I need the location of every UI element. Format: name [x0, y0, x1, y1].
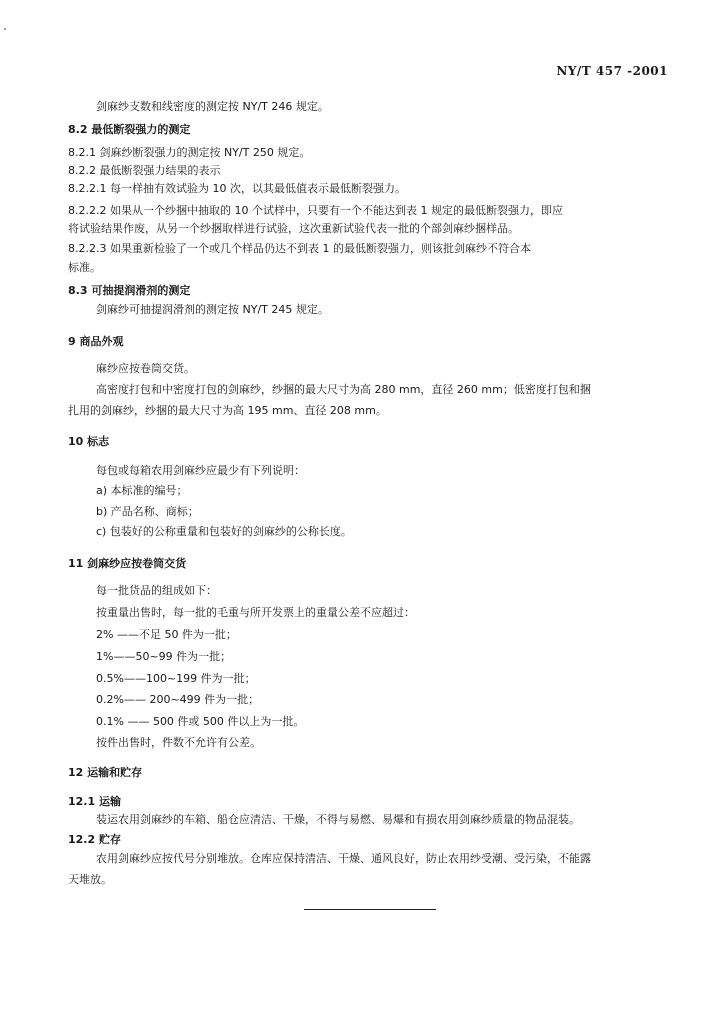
standard-code-header: NY/T 457 -2001: [556, 64, 668, 78]
section-heading-9: 9 商品外观: [68, 335, 124, 348]
body-text-cont: 天堆放。: [68, 873, 112, 886]
tolerance-item: 0.2%—— 200~499 件为一批；: [96, 693, 260, 706]
body-text: 高密度打包和中密度打包的剑麻纱，纱捆的最大尺寸为高 280 mm，直径 260 mm；低密度打包和捆: [96, 383, 591, 396]
clause-8-2-2-3-cont: 标准。: [68, 261, 101, 274]
body-text: 麻纱应按卷筒交货。: [96, 362, 195, 375]
list-item-c: c) 包装好的公称重量和包装好的剑麻纱的公称长度。: [96, 525, 352, 538]
clause-8-2-1: 8.2.1 剑麻纱断裂强力的测定按 NY/T 250 规定。: [68, 146, 311, 159]
body-text: 剑麻纱支数和线密度的测定按 NY/T 246 规定。: [96, 100, 329, 113]
scan-speck: [4, 28, 6, 30]
section-heading-8-3: 8.3 可抽提润滑剂的测定: [68, 284, 191, 297]
clause-8-2-2-3: 8.2.2.3 如果重新检验了一个或几个样品仍达不到表 1 的最低断裂强力，则该批剑麻纱不符合本: [68, 242, 531, 255]
section-heading-8-2: 8.2 最低断裂强力的测定: [68, 123, 191, 136]
section-heading-11: 11 剑麻纱应按卷筒交货: [68, 557, 187, 570]
clause-8-2-2-1: 8.2.2.1 每一样抽有效试验为 10 次，以其最低值表示最低断裂强力。: [68, 182, 406, 195]
section-heading-12: 12 运输和贮存: [68, 766, 143, 779]
tolerance-item: 0.1% —— 500 件或 500 件以上为一批。: [96, 715, 305, 728]
list-item-a: a) 本标准的编号；: [96, 484, 188, 497]
tolerance-item: 2% ——不足 50 件为一批；: [96, 628, 237, 641]
end-rule: [304, 909, 436, 910]
section-heading-10: 10 标志: [68, 435, 110, 448]
section-heading-12-2: 12.2 贮存: [68, 833, 121, 846]
tolerance-item: 0.5%——100~199 件为一批；: [96, 672, 256, 685]
body-text: 按重量出售时，每一批的毛重与所开发票上的重量公差不应超过：: [96, 606, 415, 619]
body-text-cont: 扎用的剑麻纱，纱捆的最大尺寸为高 195 mm、直径 208 mm。: [68, 404, 387, 417]
body-text: 装运农用剑麻纱的车箱、船仓应清洁、干燥，不得与易燃、易爆和有损农用剑麻纱质量的物品混装。: [96, 813, 580, 826]
body-text: 剑麻纱可抽提润滑剂的测定按 NY/T 245 规定。: [96, 303, 329, 316]
clause-8-2-2: 8.2.2 最低断裂强力结果的表示: [68, 164, 221, 177]
section-heading-12-1: 12.1 运输: [68, 795, 121, 808]
clause-8-2-2-2-cont: 将试验结果作废，从另一个纱捆取样进行试验，这次重新试验代表一批的个部剑麻纱捆样品。: [68, 222, 519, 235]
body-text: 每一批货品的组成如下：: [96, 584, 217, 597]
body-text: 农用剑麻纱应按代号分别堆放。仓库应保持清洁、干燥、通风良好，防止农用纱受潮、受污染，不能露: [96, 852, 591, 865]
body-text: 每包或每箱农用剑麻纱应最少有下列说明：: [96, 464, 305, 477]
clause-8-2-2-2: 8.2.2.2 如果从一个纱捆中抽取的 10 个试样中，只要有一个不能达到表 1 规定的最低断裂强力，即应: [68, 204, 563, 217]
list-item-b: b) 产品名称、商标；: [96, 505, 199, 518]
body-text: 按件出售时，件数不允许有公差。: [96, 736, 261, 749]
tolerance-item: 1%——50~99 件为一批；: [96, 650, 232, 663]
